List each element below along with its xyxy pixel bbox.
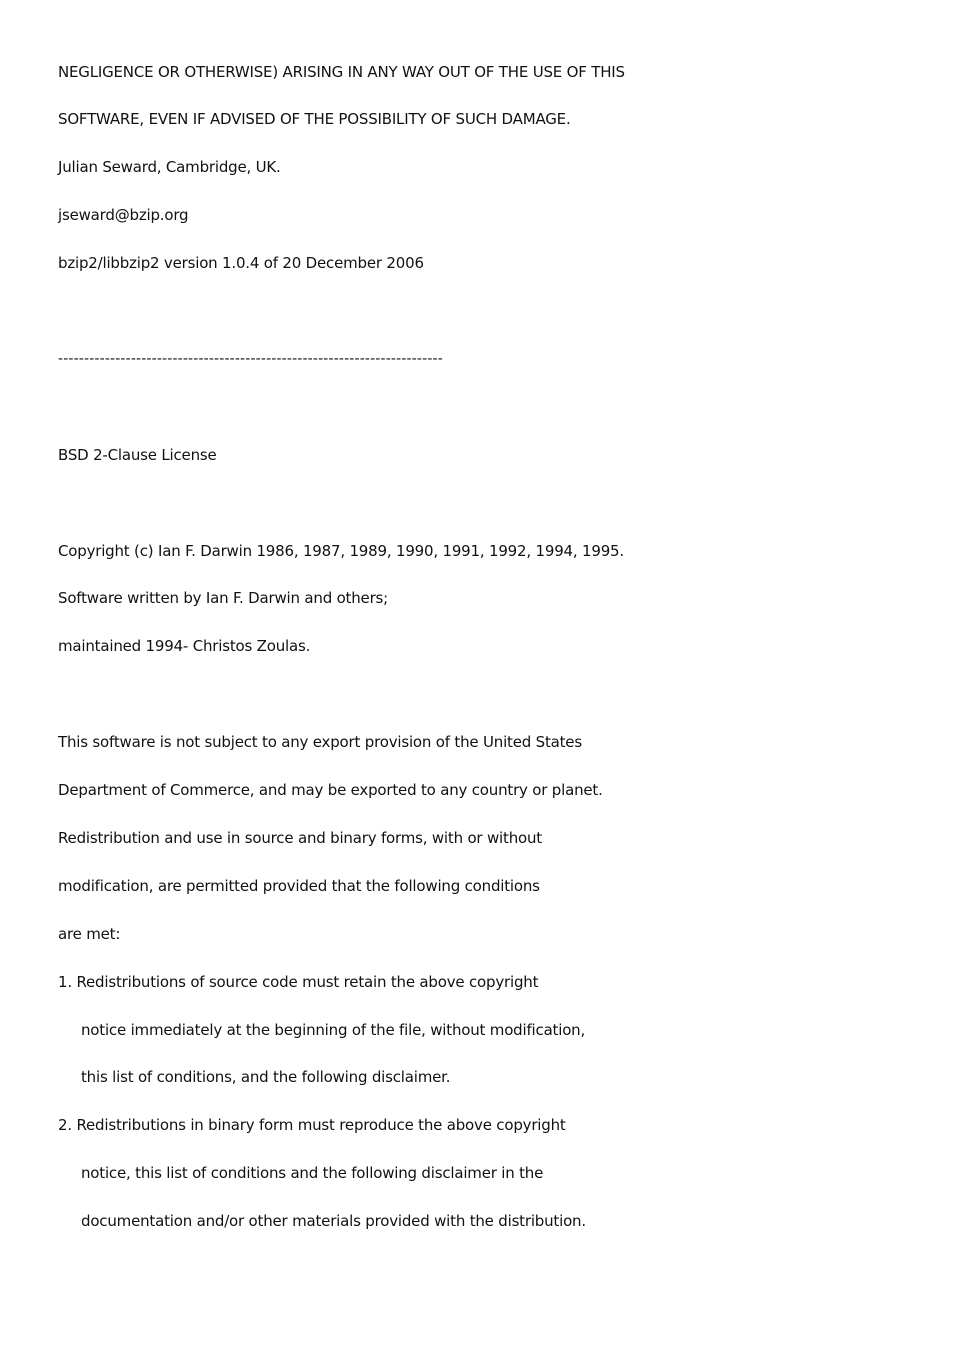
condition-1-continued: this list of conditions, and the following disclaimer.	[81, 1068, 451, 1086]
text-line: This software is not subject to any export provision of the United States	[58, 733, 582, 751]
author-line: Julian Seward, Cambridge, UK.	[58, 158, 281, 176]
condition-2: 2. Redistributions in binary form must reproduce the above copyright	[58, 1116, 566, 1134]
text-line: modification, are permitted provided that the following conditions	[58, 877, 540, 895]
text-line: Software written by Ian F. Darwin and others;	[58, 589, 389, 607]
license-heading: BSD 2-Clause License	[58, 446, 217, 464]
version-line: bzip2/libbzip2 version 1.0.4 of 20 December 2006	[58, 254, 424, 272]
separator-rule: --------------------------------------------------------------------------	[58, 351, 443, 367]
text-line: Redistribution and use in source and binary forms, with or without	[58, 829, 542, 847]
condition-2-continued: documentation and/or other materials provided with the distribution.	[81, 1212, 586, 1230]
condition-1: 1. Redistributions of source code must retain the above copyright	[58, 973, 539, 991]
copyright-line: Copyright (c) Ian F. Darwin 1986, 1987, 1989, 1990, 1991, 1992, 1994, 1995.	[58, 542, 624, 560]
condition-2-continued: notice, this list of conditions and the following disclaimer in the	[81, 1164, 544, 1182]
text-line: NEGLIGENCE OR OTHERWISE) ARISING IN ANY WAY OUT OF THE USE OF THIS	[58, 63, 625, 81]
email-line: jseward@bzip.org	[58, 206, 189, 224]
text-line: SOFTWARE, EVEN IF ADVISED OF THE POSSIBILITY OF SUCH DAMAGE.	[58, 110, 571, 128]
text-line: Department of Commerce, and may be exported to any country or planet.	[58, 781, 603, 799]
text-line: maintained 1994- Christos Zoulas.	[58, 637, 311, 655]
condition-1-continued: notice immediately at the beginning of the file, without modification,	[81, 1021, 586, 1039]
text-line: are met:	[58, 925, 121, 943]
